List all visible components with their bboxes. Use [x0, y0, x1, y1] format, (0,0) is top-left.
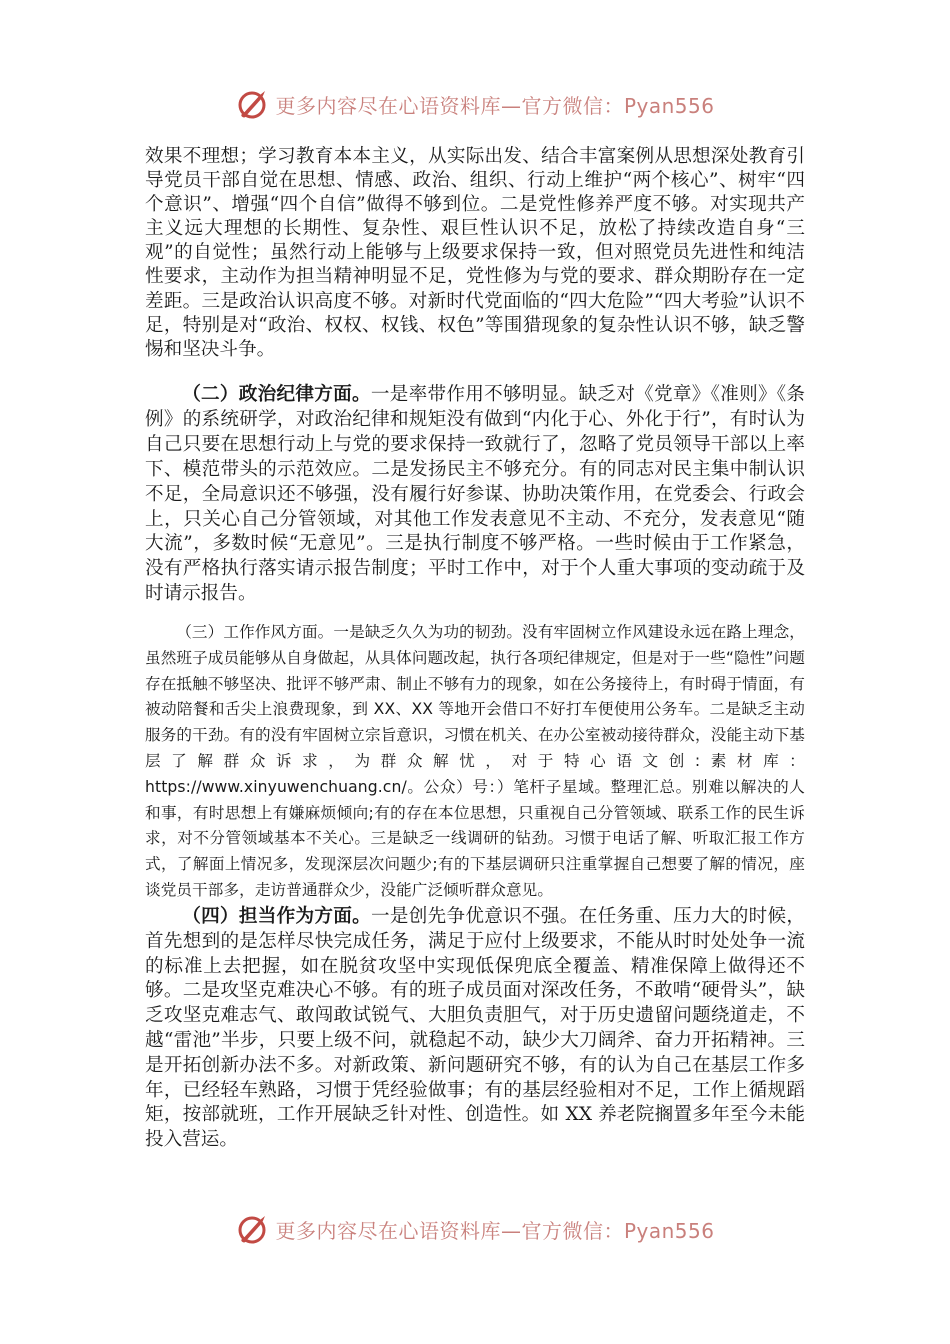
paragraph-political-discipline [145, 383, 805, 607]
section-body-2: 一是率带作用不够明显。缺乏对《党章》《准则》《条例》的系统研学，对政治纪律和规矩没有做到“内化于心、外化于行”，有时认为自己只要在思想行动上与党的要求保持一致就行了，忽略了党员领导干部以上率下、模范带头的示范效应。二是发扬民主不够充分。有的同志对民主集中制认识不足，全局意识还不够强，没有履行好参谋、协助决策作用，在党委会、行政会上，只关心自己分管领域，对其他工作发表意见不主动、不充分，发表意见“随大流”，多数时候“无意见”。三是执行制度不够严格。一些时候由于工作紧急，没有严格执行落实请示报告制度；平时工作中，对于个人重大事项的变动疏于及时请示报告。 [145, 384, 805, 605]
section-body-4: 一是创先争优意识不强。在任务重、压力大的时候，首先想到的是怎样尽快完成任务，满足于应付上级要求，不能从时时处处争一流的标准上去把握，如在脱贫攻坚中实现低保兜底全覆盖、精准保障上做得还不够。二是攻坚克难决心不够。有的班子成员面对深改任务，不敢啃“硬骨头”，缺乏攻坚克难志气、敢闯敢试锐气、大胆负责胆气，对于历史遗留问题绕道走，不越“雷池”半步，只要上级不问，就稳起不动，缺少大刀阔斧、奋力开拓精神。三是开拓创新办法不多。对新政策、新问题研究不够，有的认为自己在基层工作多年，已经轻车熟路，习惯于凭经验做事；有的基层经验相对不足，工作上循规蹈矩，按部就班，工作开展缺乏针对性、创造性。如 XX 养老院搁置多年至今未能投入营运。 [145, 906, 805, 1151]
footer-banner-text: 更多内容尽在心语资料库—官方微信：Pyan556 [275, 1218, 715, 1243]
header-banner-text: 更多内容尽在心语资料库—官方微信：Pyan556 [275, 93, 715, 118]
footer-banner [0, 1207, 950, 1251]
brush-logo-icon [235, 86, 271, 122]
brush-logo-icon [235, 1211, 271, 1247]
paragraph-responsibility [145, 905, 805, 1153]
section-heading-2: （二）政治纪律方面。 [182, 384, 371, 405]
section-heading-4: （四）担当作为方面。 [182, 906, 371, 927]
paragraph-work-style: （三）工作作风方面。一是缺乏久久为功的韧劲。没有牢固树立作风建设永远在路上理念，虽然班子成员能够从自身做起，从具体问题改起，执行各项纪律规定，但是对于一些“隐性”问题存在抵触不够坚决、批评不够严肃、制止不够有力的现象，如在公务接待上，有时碍于情面，有被动陪餐和舌尖上浪费现象，到 XX、XX 等地开会借口不好打车便使用公务车。二是缺乏主动服务的干劲。有的没有牢固树立宗旨意识，习惯在机关、在办公室被动接待群众，没能主动下基层了解群众诉求，为群众解忧，对于特心语文创:素材库：https://www.xinyuwenchuang.cn/。公众）号：）笔杆子星域。整理汇总。别难以解决的人和事，有时思想上有嫌麻烦倾向;有的存在本位思想，只重视自己分管领域、联系工作的民生诉求，对不分管领域基本不关心。三是缺乏一线调研的钻劲。习惯于电话了解、听取汇报工作方式，了解面上情况多，发现深层次问题少;有的下基层调研只注重掌握自己想要了解的情况，座谈党员干部多，走访普通群众少，没能广泛倾听群众意见。 [145, 623, 805, 899]
header-banner [0, 82, 950, 126]
paragraph-1: 效果不理想；学习教育本本主义，从实际出发、结合丰富案例从思想深处教育引导党员干部自觉在思想、情感、政治、组织、行动上维护“两个核心”、树牢“四个意识”、增强“四个自信”做得不够到位。二是党性修养严度不够。对实现共产主义远大理想的长期性、复杂性、艰巨性认识不足，放松了持续改造自身“三观”的自觉性；虽然行动上能够与上级要求保持一致，但对照党员先进性和纯洁性要求，主动作为担当精神明显不足，党性修为与党的要求、群众期盼存在一定差距。三是政治认识高度不够。对新时代党面临的“四大危险”“四大考验”认识不足，特别是对“政治、权权、权钱、权色”等围猎现象的复杂性认识不够，缺乏警惕和坚决斗争。 [145, 146, 805, 360]
